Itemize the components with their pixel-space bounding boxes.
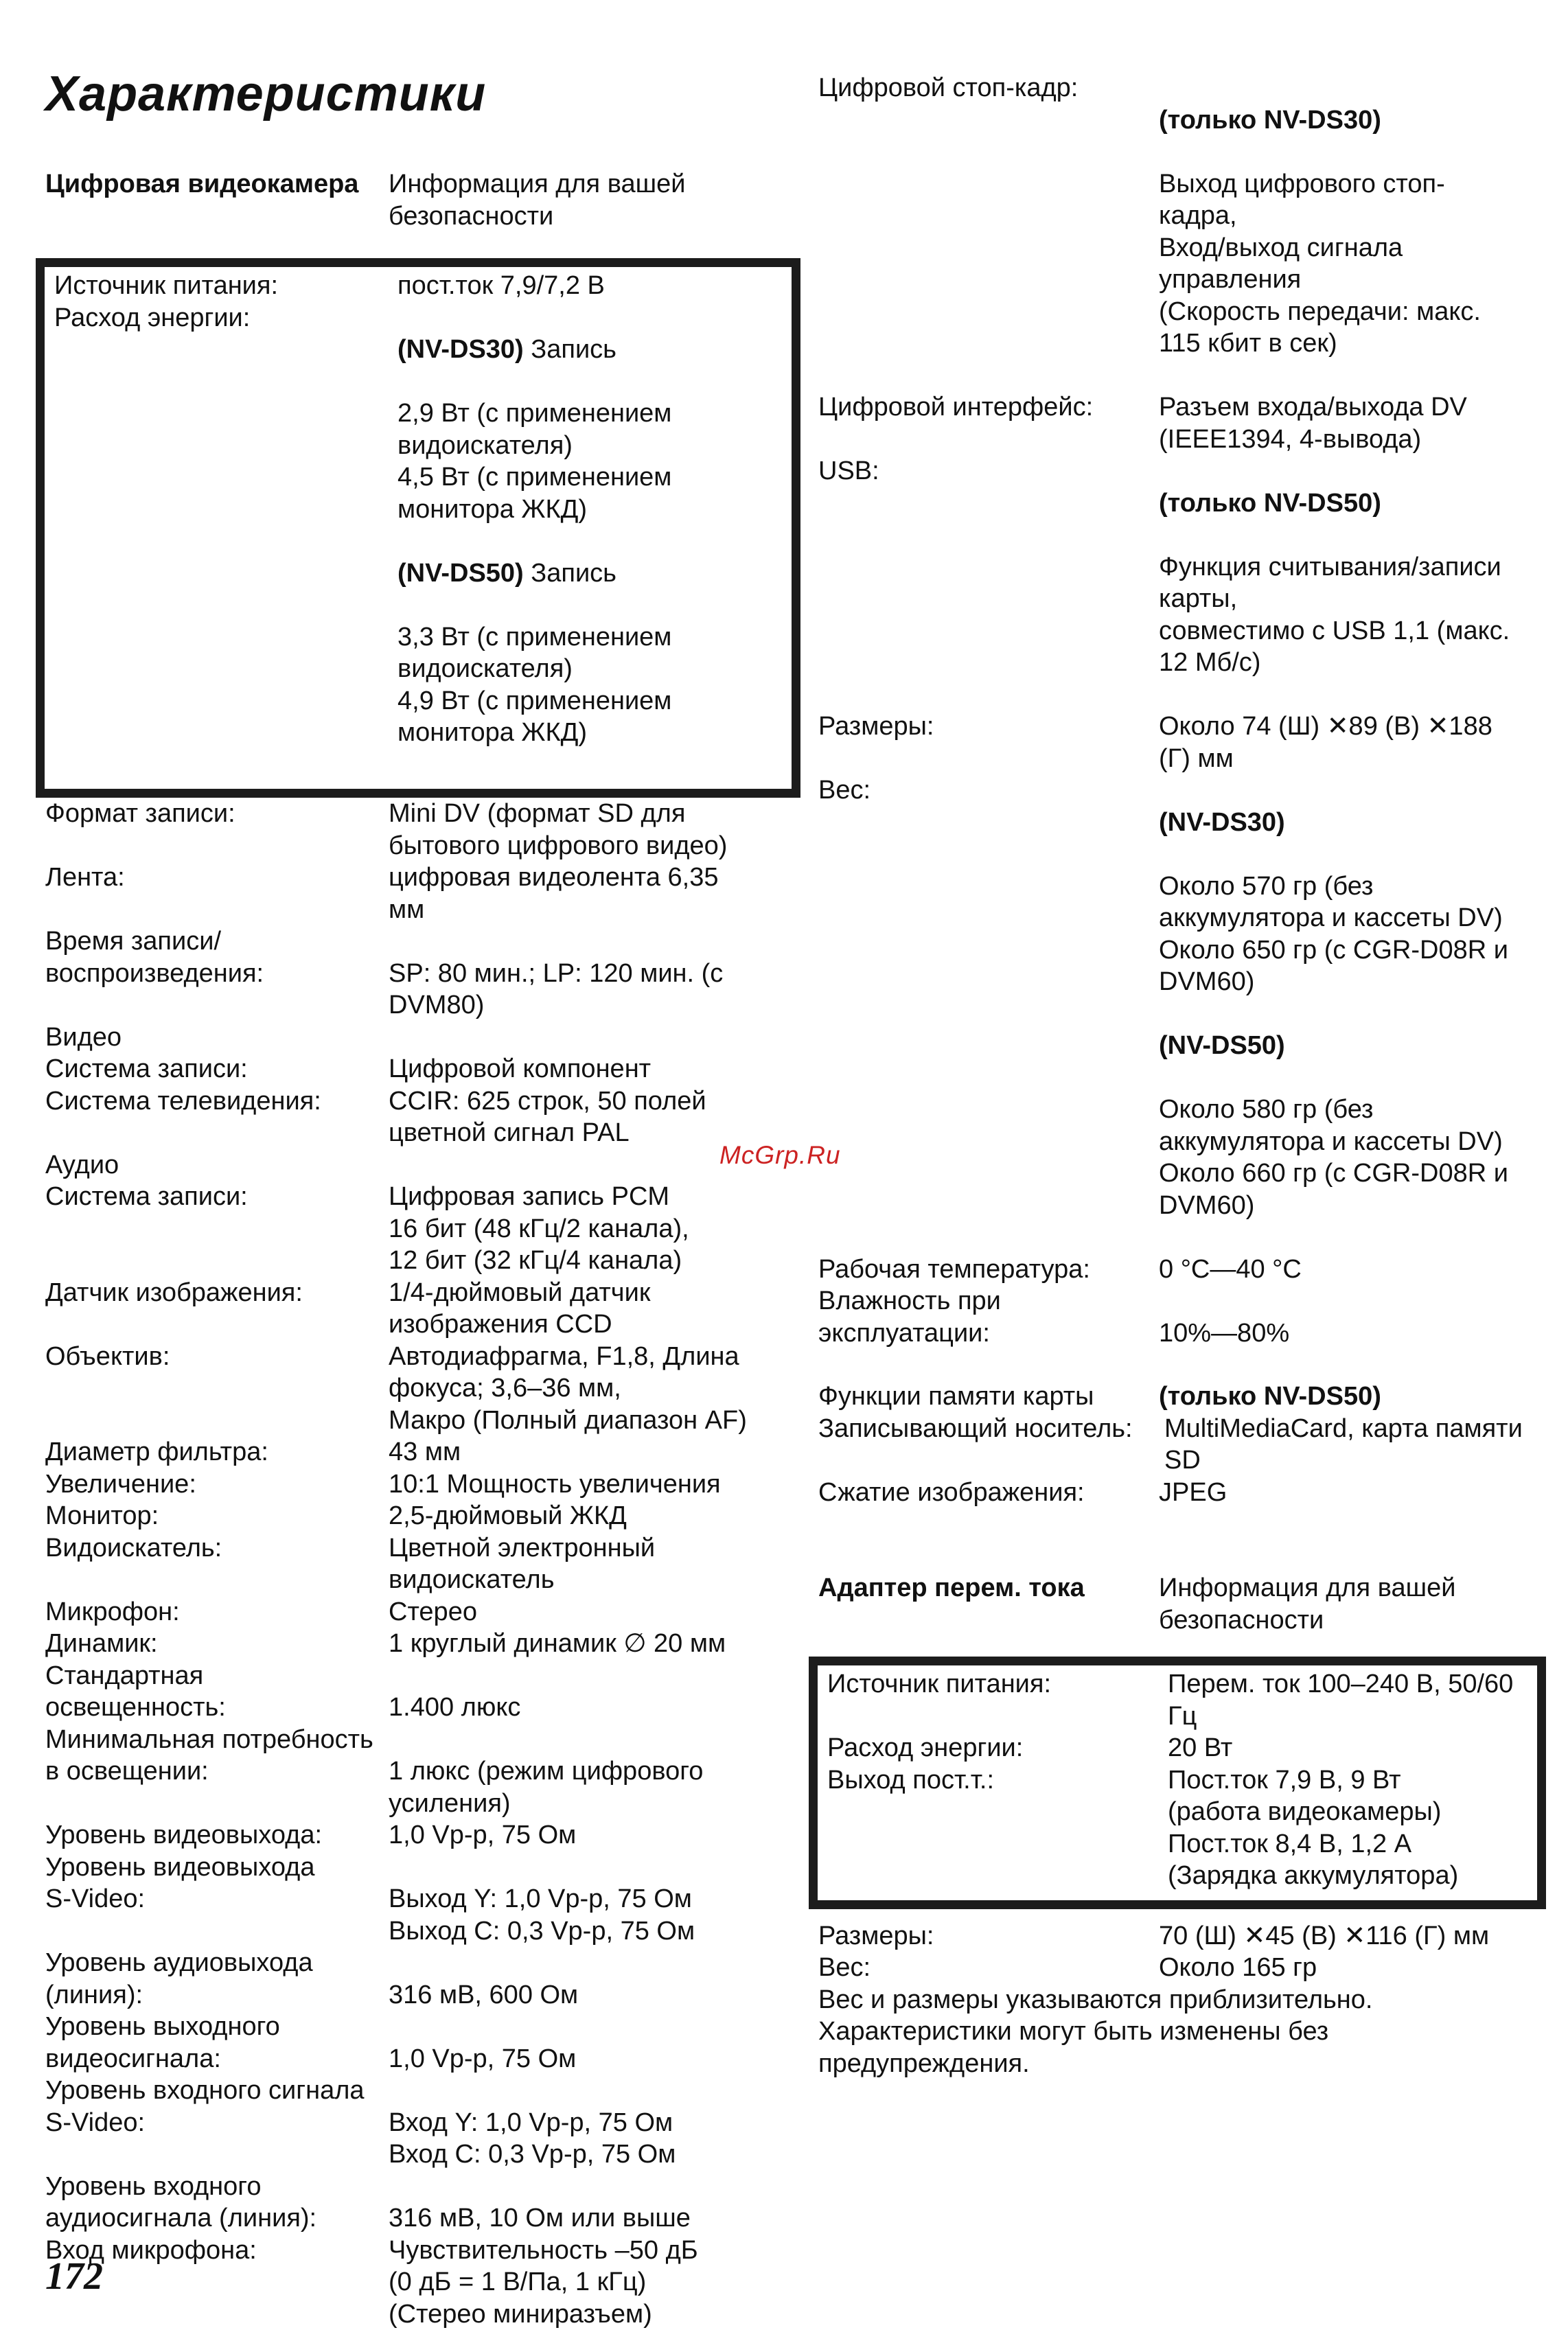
spec-row [45,2235,800,2330]
spec-value: Около 165 гр [1159,1952,1546,1984]
spec-label: Динамик: [45,1628,389,1660]
spec-label: Диаметр фильтра: [45,1436,389,1468]
spec-row [827,1668,1537,1732]
spec-row [827,1764,1537,1892]
spec-value [389,1022,800,1054]
model-label: (только NV-DS50) [1159,487,1546,520]
spec-row [45,1500,800,1532]
spec-label: Уровень видеовыхода: [45,1819,389,1852]
spec-value: 70 (Ш) ✕45 (В) ✕116 (Г) мм [1159,1920,1546,1952]
spec-value: Около 74 (Ш) ✕89 (В) ✕188 (Г) мм [1159,711,1546,774]
spec-row [818,1952,1546,1984]
spec-label: Датчик изображения: [45,1277,389,1341]
spec-label: Микрофон: [45,1596,389,1628]
spec-value: 10:1 Мощность увеличения [389,1468,800,1501]
footnote: Вес и размеры указываются приблизительно. Характеристики могут быть изменены без предупреждения. [818,1984,1546,2080]
min-light-label: Минимальная потребность [45,1724,373,1756]
spec-value: 2,5-дюймовый ЖКД [389,1500,800,1532]
model-label: (только NV-DS30) [1159,104,1546,137]
page-title: Характеристики [45,66,486,122]
spec-value: Mini DV (формат SD для бытового цифрового видео) [389,798,800,862]
spec-value: 43 мм [389,1436,800,1468]
weight-ds50: Около 580 гр (без аккумулятора и кассеты DV) Около 660 гр (с CGR-D08R и DVM60) [1159,1094,1546,1221]
page-number: 172 [45,2254,103,2298]
spec-row [45,1181,800,1277]
model-label: (NV-DS30) [397,335,524,364]
spec-label: Вход микрофона: [45,2235,389,2330]
spec-row [45,1053,800,1085]
model-label: (NV-DS30) [1159,807,1546,839]
spec-row [45,1947,800,2011]
camera-section-label: Цифровая видеокамера [45,168,389,232]
spec-row [45,1755,800,1819]
spec-value: 1/4-дюймовый датчик изображения CCD [389,1277,800,1341]
spec-row [45,1085,800,1149]
camera-specs-list-3 [45,2107,800,2330]
spec-label: Расход энергии: [54,302,397,781]
spec-label: Увеличение: [45,1468,389,1501]
spec-label: Записывающий носитель: [818,1413,1164,1477]
spec-label: USB: [818,455,1159,711]
spec-value: Цифровой компонент [389,1053,800,1085]
spec-value: Вход Y: 1,0 Vp-p, 75 Ом Вход C: 0,3 Vp-p, 75 Ом [389,2107,800,2171]
spec-label: Монитор: [45,1500,389,1532]
spec-value: 1,0 Vp-p, 75 Ом [389,2011,800,2075]
spec-label: Выход пост.т.: [827,1764,1168,1892]
spec-label: в освещении: [45,1755,389,1819]
spec-value: пост.ток 7,9/7,2 В [397,270,792,302]
right-column [818,72,1546,2079]
spec-value: 1 круглый динамик ∅ 20 мм [389,1628,800,1660]
spec-value: JPEG [1159,1477,1546,1509]
spec-row [45,1436,800,1468]
spec-label: Видоискатель: [45,1532,389,1596]
spec-value [397,302,792,781]
watermark: McGrp.Ru [719,1141,841,1170]
spec-label: Влажность при эксплуатации: [818,1285,1159,1349]
spec-value [1159,774,1546,1254]
spec-label: Вес: [818,1952,1159,1984]
input-signal-label: Уровень входного сигнала [45,2075,365,2107]
spec-label: Уровень выходного видеосигнала: [45,2011,389,2075]
spec-value [1159,72,1546,391]
adapter-section-label: Адаптер перем. тока [818,1572,1159,1636]
card-functions-label: Функции памяти карты [818,1381,1159,1413]
spec-value: 1.400 люкс [389,1660,800,1724]
spec-label: Цифровой стоп-кадр: [818,72,1159,391]
camera-power-box [36,258,800,798]
spec-row [45,1819,800,1852]
spec-label: Вес: [818,774,1159,1254]
spec-value: цифровая видеолента 6,35 мм [389,862,800,925]
spec-row [818,455,1546,711]
spec-value: 316 мВ, 10 Ом или выше [389,2171,800,2235]
spec-row [818,1381,1546,1413]
spec-value: SP: 80 мин.; LP: 120 мин. (с DVM80) [389,925,800,1022]
spec-value: Пост.ток 7,9 В, 9 Вт (работа видеокамеры) Пост.ток 8,4 В, 1,2 А (Зарядка аккумулятора) [1168,1764,1537,1892]
spec-value: 0 °C—40 °C [1159,1254,1546,1286]
spec-label: Объектив: [45,1341,389,1437]
spec-label: Уровень входного аудиосигнала (линия): [45,2171,389,2235]
adapter-power-box [809,1657,1546,1909]
ds30-consumption-lines: 2,9 Вт (с применением видоискателя) 4,5 Вт (с применением монитора ЖКД) [397,397,792,525]
spec-label: Уровень видеовыхода S-Video: [45,1852,389,1948]
spec-label: Уровень аудиовыхода (линия): [45,1947,389,2011]
adapter-safety-note: Информация для вашей безопасности [1159,1572,1546,1636]
spec-value: Стерео [389,1596,800,1628]
record-label: Запись [524,559,616,588]
spec-row [45,1852,800,1948]
spec-label: Система записи: [45,1181,389,1277]
spec-row [45,925,800,1022]
spec-value: Разъем входа/выхода DV (IEEE1394, 4-вывода) [1159,391,1546,455]
spec-label: Стандартная освещенность: [45,1660,389,1724]
spec-row [45,1596,800,1628]
spec-label: Система телевидения: [45,1085,389,1149]
spec-row [54,302,792,781]
spec-value: MultiMediaCard, карта памяти SD [1164,1413,1546,1477]
model-label: (только NV-DS50) [1159,1381,1546,1413]
camera-safety-note: Информация для вашей безопасности [389,168,800,232]
ds30-consumption [397,334,792,366]
spec-row [818,391,1546,455]
spec-row [54,270,792,302]
spec-row [818,774,1546,1254]
spec-row [818,1413,1546,1477]
spec-row [45,1277,800,1341]
freeze-value: Выход цифрового стоп- кадра, Вход/выход сигнала управления (Скорость передачи: макс. 115 кбит в сек) [1159,168,1546,360]
left-column [45,168,800,2330]
spec-label: Время записи/ воспроизведения: [45,925,389,1022]
spec-label: Сжатие изображения: [818,1477,1159,1509]
spec-row [45,2107,800,2171]
spec-row [818,1477,1546,1509]
spec-row [45,1532,800,1596]
spec-value: Выход Y: 1,0 Vp-p, 75 Ом Выход C: 0,3 Vp-p, 75 Ом [389,1852,800,1948]
spec-row [818,1285,1546,1349]
spec-row [45,1660,800,1724]
ds50-consumption [397,557,792,590]
spec-row [45,1149,800,1181]
spec-value: 316 мВ, 600 Ом [389,1947,800,2011]
usb-value: Функция считывания/записи карты, совместимо с USB 1,1 (макс. 12 Мб/с) [1159,551,1546,679]
spec-row [45,1022,800,1054]
spec-value: Автодиафрагма, F1,8, Длина фокуса; 3,6–36 мм, Макро (Полный диапазон AF) [389,1341,800,1437]
model-label: (NV-DS50) [397,559,524,588]
spec-row [818,711,1546,774]
spec-label: Размеры: [818,711,1159,774]
spec-row [45,1341,800,1437]
spec-label: Формат записи: [45,798,389,862]
ds50-consumption-lines: 3,3 Вт (с применением видоискателя) 4,9 Вт (с применением монитора ЖКД) [397,621,792,749]
spec-value: 10%—80% [1159,1285,1546,1349]
adapter-section-header [818,1572,1546,1636]
spec-label: Видео [45,1022,389,1054]
spec-label: Аудио [45,1149,389,1181]
spec-row [818,1920,1546,1952]
spec-value: CCIR: 625 строк, 50 полей цветной сигнал PAL [389,1085,800,1149]
spec-value: Перем. ток 100–240 В, 50/60 Гц [1168,1668,1537,1732]
spec-value: Чувствительность –50 дБ (0 дБ = 1 В/Па, 1 кГц) (Стерео миниразъем) [389,2235,800,2330]
spec-value: 1 люкс (режим цифрового усиления) [389,1755,800,1819]
spec-label: Система записи: [45,1053,389,1085]
model-label: (NV-DS50) [1159,1030,1546,1062]
spec-row [45,1724,800,1756]
spec-value [1159,455,1546,711]
spec-value: 20 Вт [1168,1732,1537,1764]
spec-row [45,2075,800,2107]
spec-row [45,1468,800,1501]
spec-value: 1,0 Vp-p, 75 Ом [389,1819,800,1852]
spec-label: Цифровой интерфейс: [818,391,1159,455]
spec-row [827,1732,1537,1764]
spec-label: Рабочая температура: [818,1254,1159,1286]
spec-label: Источник питания: [54,270,397,302]
spec-row [818,72,1546,391]
spec-row [45,798,800,862]
spec-value: Цветной электронный видоискатель [389,1532,800,1596]
spec-row [818,1254,1546,1286]
spec-row [45,1628,800,1660]
spec-label: Расход энергии: [827,1732,1168,1764]
camera-specs-list-2 [45,1755,800,2075]
spec-row [45,2011,800,2075]
spec-label: Лента: [45,862,389,925]
camera-specs-list [45,798,800,1724]
spec-label: S-Video: [45,2107,389,2171]
spec-label: Источник питания: [827,1668,1168,1732]
camera-section-header [45,168,800,232]
spec-row [45,2171,800,2235]
spec-row [45,862,800,925]
weight-ds30: Около 570 гр (без аккумулятора и кассеты DV) Около 650 гр (с CGR-D08R и DVM60) [1159,870,1546,998]
spec-value: Цифровая запись PCM 16 бит (48 кГц/2 канала), 12 бит (32 кГц/4 канала) [389,1181,800,1277]
record-label: Запись [524,335,616,364]
spec-label: Размеры: [818,1920,1159,1952]
